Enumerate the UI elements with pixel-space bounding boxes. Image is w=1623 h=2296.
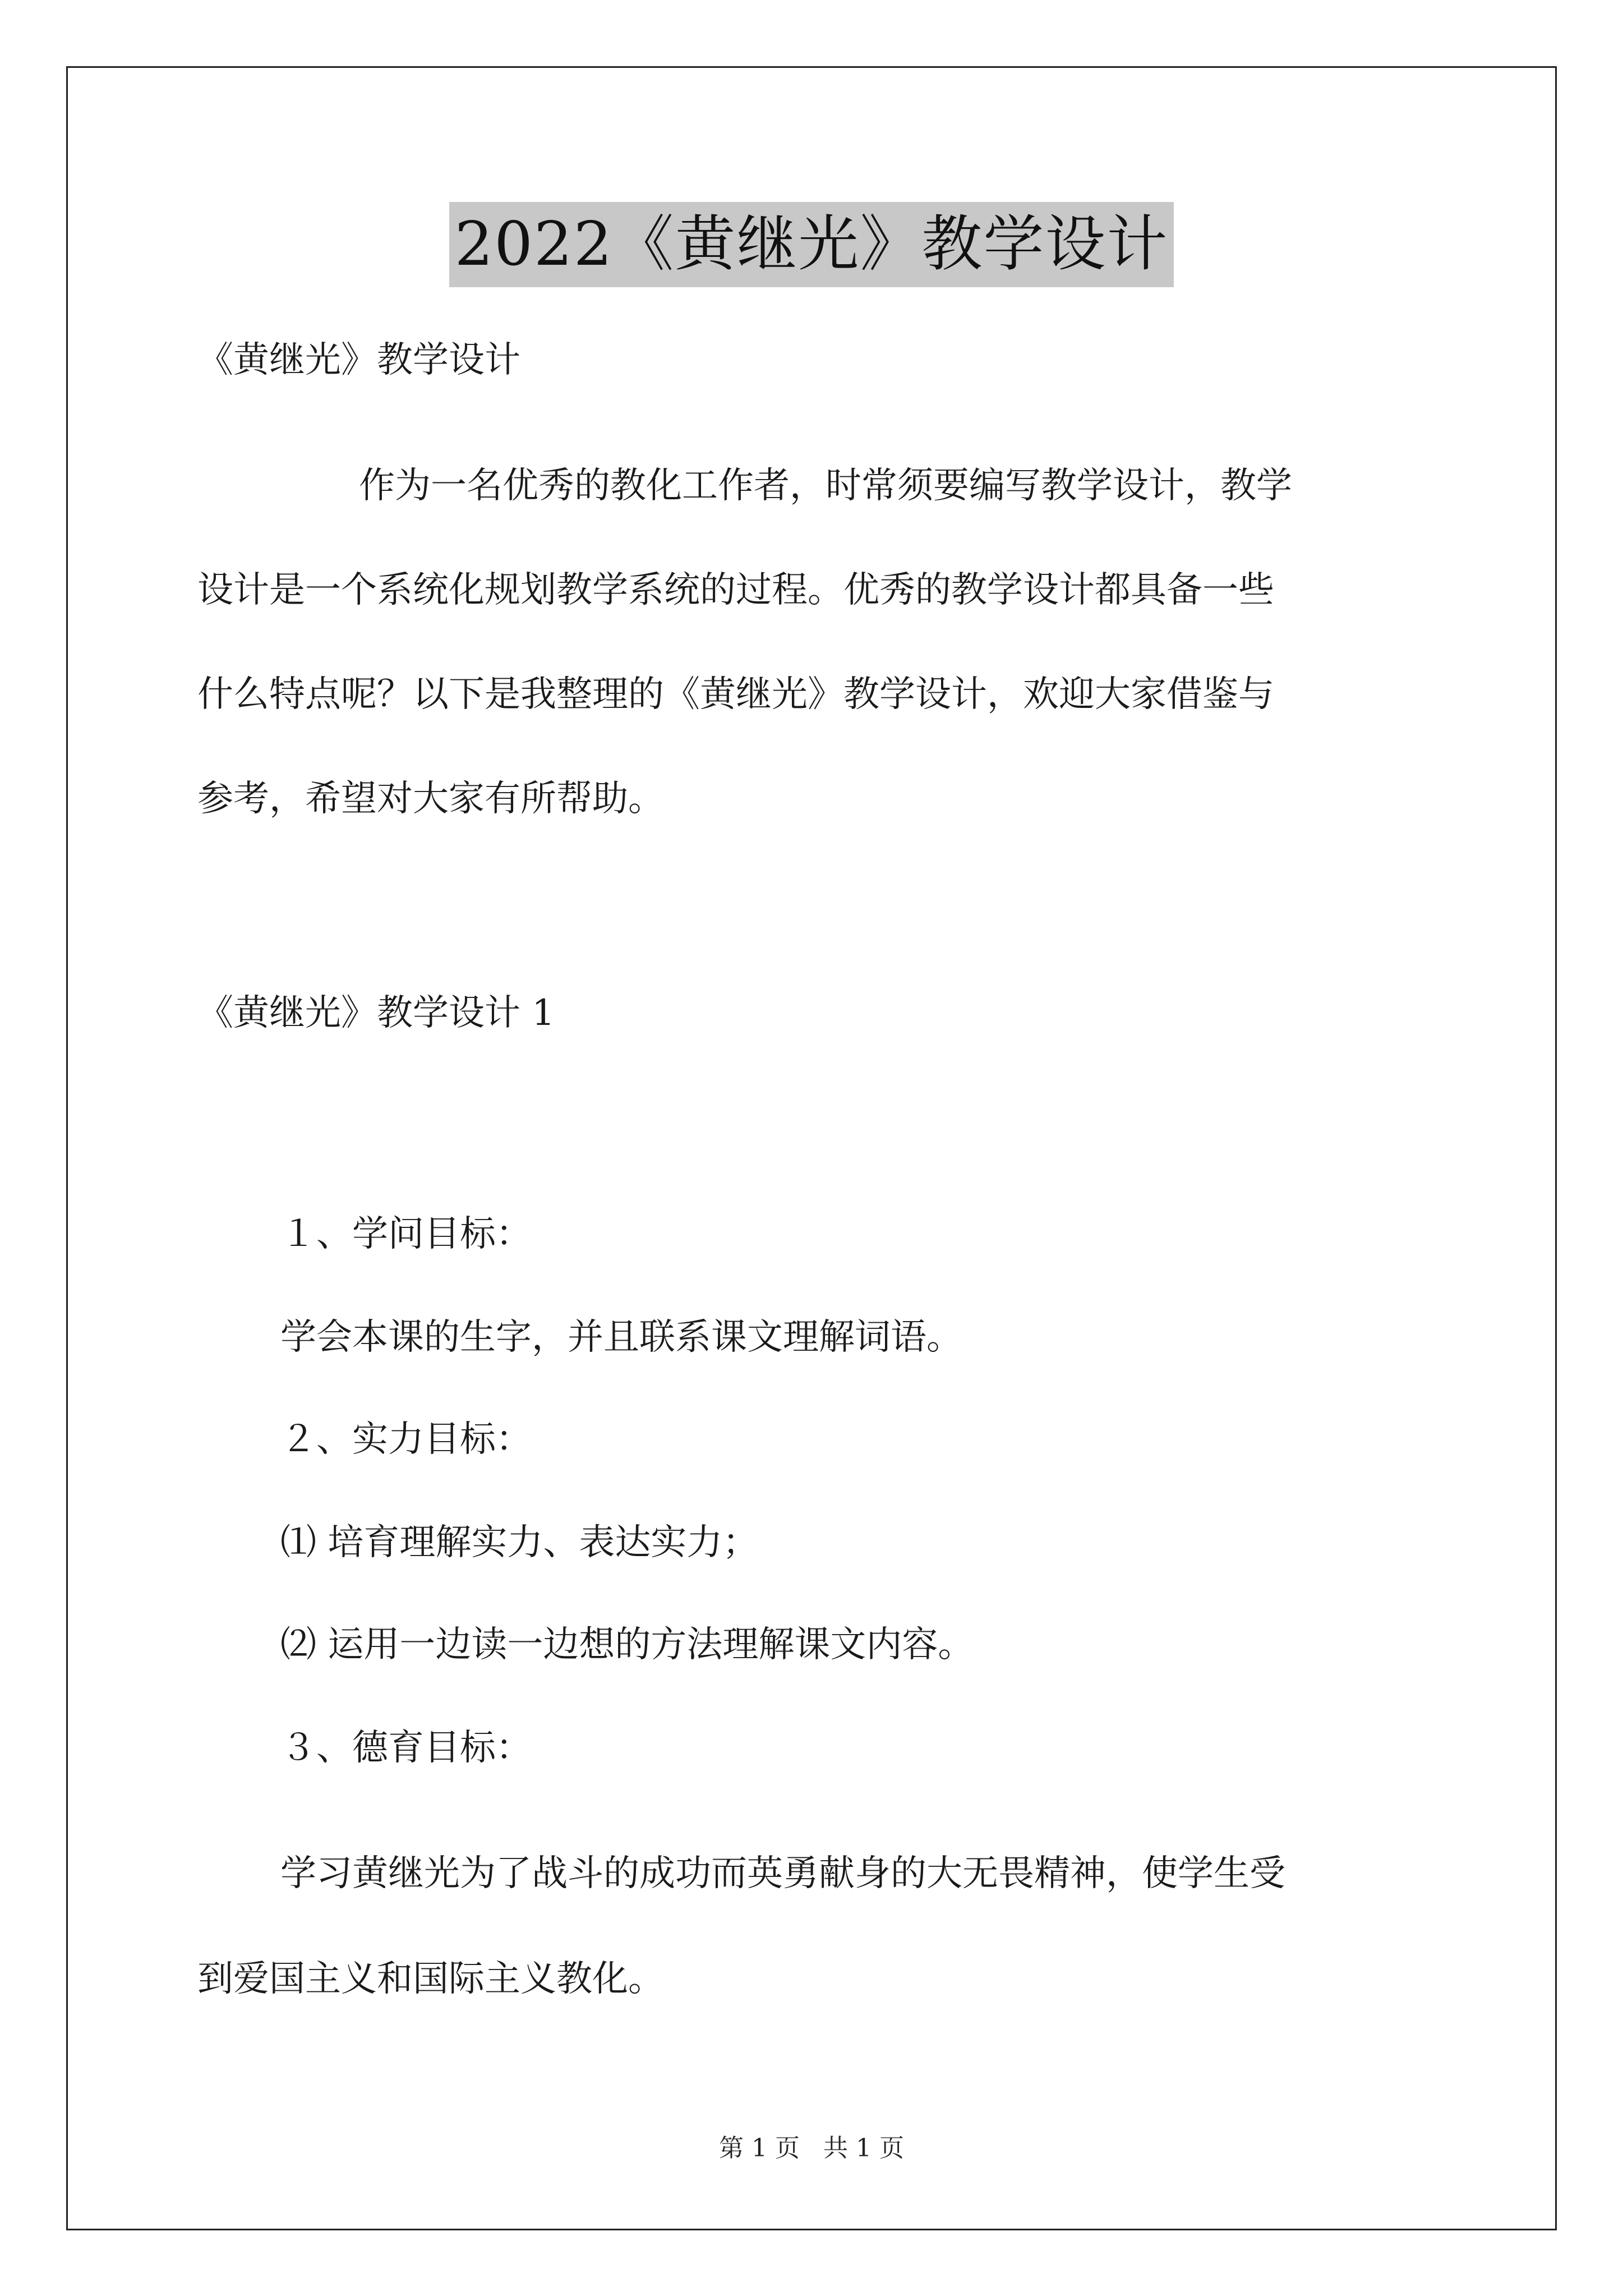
section-heading: 《黄继光》教学设计 1 xyxy=(197,992,555,1034)
moral-goal-heading: ３、德育目标： xyxy=(280,1727,532,1769)
document-title: 2022《黄继光》教学设计 xyxy=(449,202,1174,287)
page-border xyxy=(66,66,1557,2230)
page-number: 第 1 页 xyxy=(719,2134,800,2162)
ability-goal-item-2: ⑵ 运用一边读一边想的方法理解课文内容。 xyxy=(280,1624,974,1665)
intro-line-3: 什么特点呢？以下是我整理的《黄继光》教学设计，欢迎大家借鉴与 xyxy=(197,674,1274,715)
knowledge-goal-text: 学会本课的生字，并且联系课文理解词语。 xyxy=(280,1317,962,1358)
moral-goal-line-1: 学习黄继光为了战斗的成功而英勇献身的大无畏精神，使学生受 xyxy=(280,1853,1285,1894)
moral-goal-line-2: 到爱国主义和国际主义教化。 xyxy=(197,1958,664,2000)
intro-line-2: 设计是一个系统化规划教学系统的过程。优秀的教学设计都具备一些 xyxy=(197,569,1274,611)
intro-line-1: 作为一名优秀的教化工作者，时常须要编写教学设计，教学 xyxy=(359,465,1292,507)
ability-goal-heading: ２、实力目标： xyxy=(280,1419,532,1460)
title-container xyxy=(0,202,1623,287)
page-footer xyxy=(0,2132,1623,2165)
knowledge-goal-heading: １、学问目标： xyxy=(280,1213,532,1255)
page-total: 共 1 页 xyxy=(823,2134,904,2162)
document-subtitle: 《黄继光》教学设计 xyxy=(197,339,520,381)
ability-goal-item-1: ⑴ 培育理解实力、表达实力； xyxy=(280,1522,759,1563)
intro-line-4: 参考，希望对大家有所帮助。 xyxy=(197,778,664,820)
